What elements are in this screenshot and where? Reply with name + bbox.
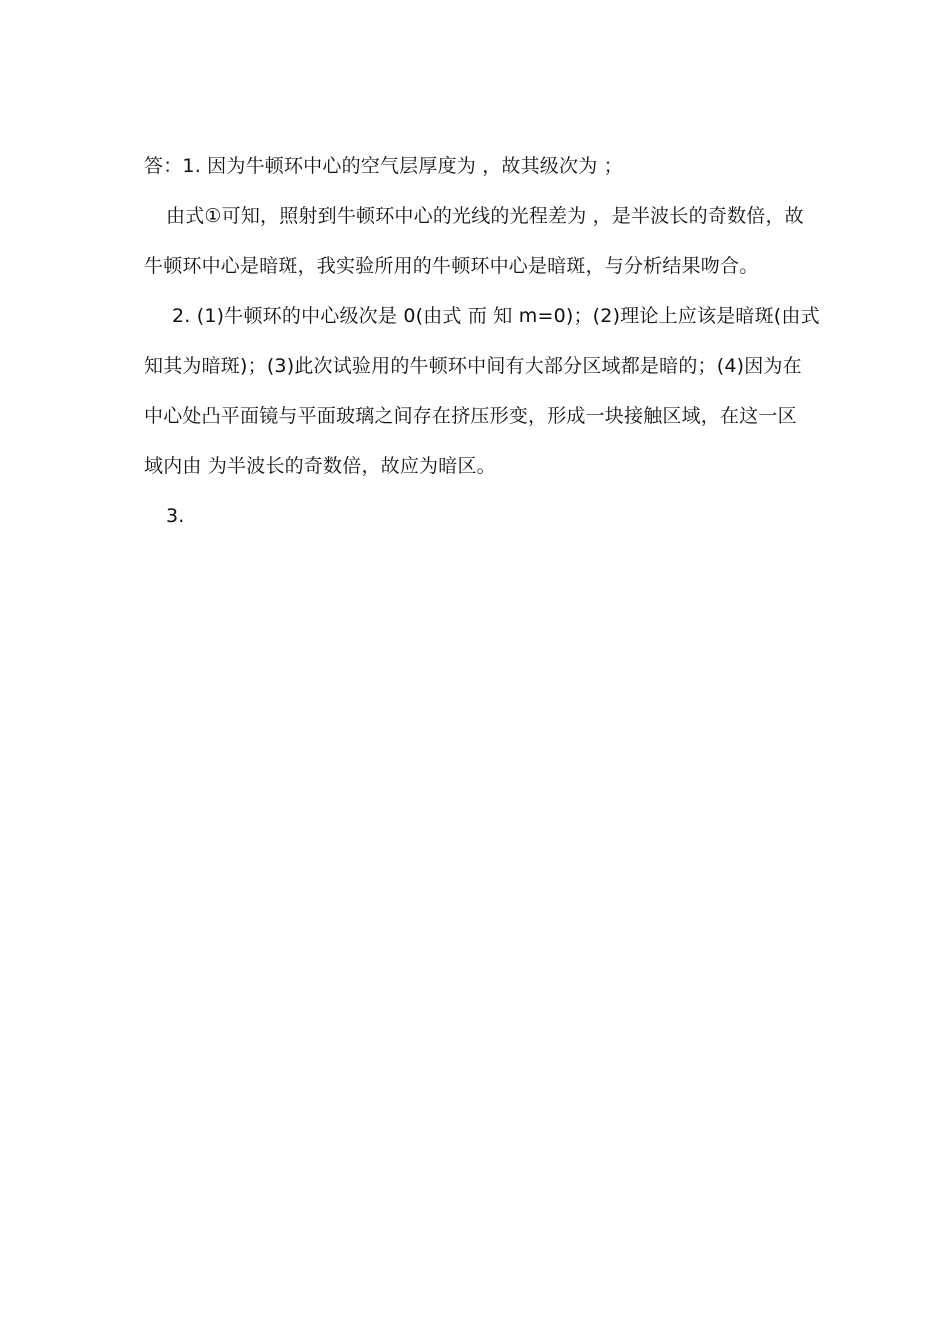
answer-line-2: 由式①可知，照射到牛顿环中心的光线的光程差为 ，是半波长的奇数倍，故	[166, 205, 804, 227]
answer-line-1: 答：1. 因为牛顿环中心的空气层厚度为 ，故其级次为 ；	[144, 155, 623, 177]
answer-line-7: 域内由 为半波长的奇数倍，故应为暗区。	[144, 455, 496, 477]
answer-line-3: 牛顿环中心是暗斑，我实验所用的牛顿环中心是暗斑，与分析结果吻合。	[144, 255, 759, 277]
answer-line-6: 中心处凸平面镜与平面玻璃之间存在挤压形变，形成一块接触区域，在这一区	[144, 405, 797, 427]
answer-line-8: 3.	[166, 505, 185, 527]
answer-line-4: 2. (1)牛顿环的中心级次是 0(由式 而 知 m=0)；(2)理论上应该是暗斑(由式	[172, 305, 820, 327]
answer-text-block	[144, 154, 820, 554]
answer-line-5: 知其为暗斑)；(3)此次试验用的牛顿环中间有大部分区域都是暗的；(4)因为在	[144, 355, 802, 377]
